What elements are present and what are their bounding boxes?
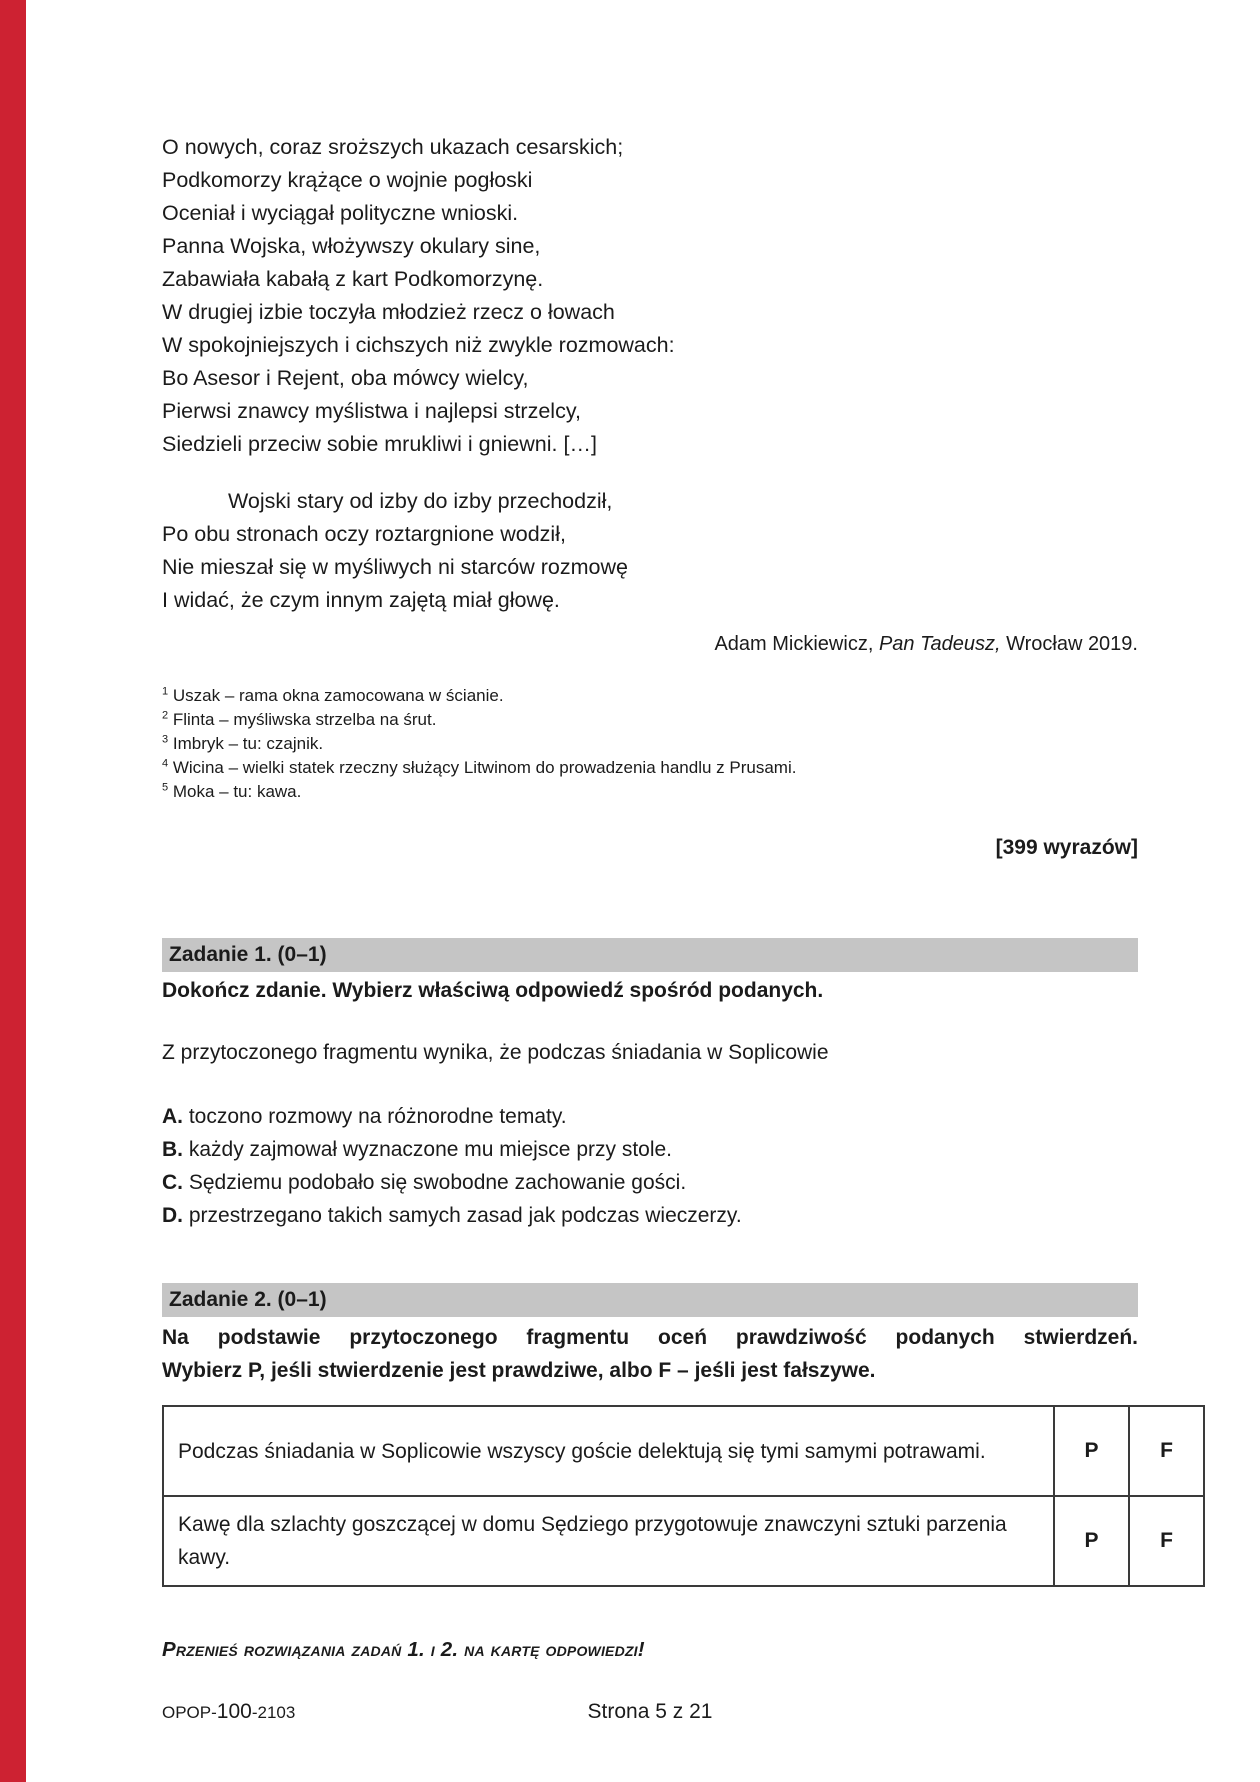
task-2-instruction-line-2: Wybierz P, jeśli stwierdzenie jest prawdziwe, albo F – jeśli jest fałszywe. — [162, 1359, 876, 1382]
poem-line: O nowych, coraz sroższych ukazach cesarskich; — [162, 135, 624, 159]
answer-option-b[interactable] — [162, 1133, 1138, 1166]
option-text: Sędziemu podobało się swobodne zachowanie gości. — [188, 1171, 687, 1194]
footnote-text: Imbryk – tu: czajnik. — [172, 734, 324, 753]
poem-line: Podkomorzy krążące o wojnie pogłoski — [162, 168, 533, 192]
false-choice-cell[interactable]: F — [1129, 1496, 1204, 1586]
statement-cell: Kawę dla szlachty goszczącej w domu Sędziego przygotowuje znawczyni sztuki parzenia kawy. — [163, 1496, 1054, 1586]
option-text: każdy zajmował wyznaczone mu miejsce przy stole. — [188, 1138, 673, 1161]
poem-line: Zabawiała kabałą z kart Podkomorzynę. — [162, 267, 544, 291]
poem-line: Po obu stronach oczy roztargnione wodził, — [162, 522, 566, 546]
code-middle: 100 — [216, 1700, 252, 1723]
poem-line: W drugiej izbie toczyła młodzież rzecz o łowach — [162, 300, 615, 324]
footnote-marker: 5 — [162, 781, 169, 794]
footnote — [162, 780, 1138, 804]
task-2-instruction-line-1: Na podstawie przytoczonego fragmentu oceń prawdziwość podanych stwierdzeń. — [162, 1326, 1138, 1349]
footnote-marker: 1 — [162, 685, 169, 698]
footnote-text: Uszak – rama okna zamocowana w ścianie. — [172, 686, 504, 705]
left-edge-red-bar — [0, 0, 26, 1782]
table-row — [163, 1496, 1204, 1586]
attribution-author: Adam Mickiewicz, — [714, 633, 879, 655]
poem-stanza-2 — [162, 485, 1138, 617]
poem-stanza-1 — [162, 131, 1138, 461]
option-letter: A. — [162, 1105, 183, 1128]
poem-line: Wojski stary od izby do izby przechodził, — [228, 489, 613, 513]
page-content — [162, 0, 1173, 1782]
answer-option-a[interactable] — [162, 1100, 1138, 1133]
footnote — [162, 732, 1138, 756]
true-choice-cell[interactable]: P — [1054, 1406, 1129, 1496]
poem-line: Bo Asesor i Rejent, oba mówcy wielcy, — [162, 366, 529, 390]
poem-line: Siedzieli przeciw sobie mrukliwi i gniewni. […] — [162, 432, 597, 456]
option-text: przestrzegano takich samych zasad jak podczas wieczerzy. — [188, 1204, 742, 1227]
task-2-header: Zadanie 2. (0–1) — [162, 1283, 1138, 1317]
code-prefix: OPOP- — [162, 1703, 217, 1722]
attribution-title: Pan Tadeusz, — [878, 633, 1001, 655]
poem-line: W spokojniejszych i cichszych niż zwykle rozmowach: — [162, 333, 675, 357]
page-footer — [162, 1700, 1138, 1730]
footnote — [162, 708, 1138, 732]
statement-cell: Podczas śniadania w Soplicowie wszyscy goście delektują się tymi samymi potrawami. — [163, 1406, 1054, 1496]
attribution-place-year: Wrocław 2019. — [1000, 633, 1138, 655]
poem-line: Pierwsi znawcy myślistwa i najlepsi strzelcy, — [162, 399, 581, 423]
footnote-text: Moka – tu: kawa. — [172, 782, 302, 801]
footnote-marker: 2 — [162, 709, 169, 722]
option-letter: D. — [162, 1204, 183, 1227]
task-1-instruction: Dokończ zdanie. Wybierz właściwą odpowiedź spośród podanych. — [162, 979, 824, 1002]
true-false-table — [162, 1405, 1173, 1587]
task-1-options — [162, 1100, 1138, 1232]
task-2-instruction — [162, 1321, 1138, 1387]
false-choice-cell[interactable]: F — [1129, 1406, 1204, 1496]
task-1-header: Zadanie 1. (0–1) — [162, 938, 1138, 972]
footnote-text: Wicina – wielki statek rzeczny służący Litwinom do prowadzenia handlu z Prusami. — [172, 758, 797, 777]
footnote — [162, 684, 1138, 708]
footnote-marker: 4 — [162, 757, 169, 770]
code-suffix: -2103 — [251, 1703, 296, 1722]
option-letter: C. — [162, 1171, 183, 1194]
table-row — [163, 1406, 1204, 1496]
task-1-stem: Z przytoczonego fragmentu wynika, że podczas śniadania w Soplicowie — [162, 1041, 829, 1064]
poem-line: Nie mieszał się w myśliwych ni starców rozmowę — [162, 555, 628, 579]
page-number: Strona 5 z 21 — [587, 1700, 713, 1723]
poem-line: Oceniał i wyciągał polityczne wnioski. — [162, 201, 519, 225]
transfer-answers-note: Przenieś rozwiązania zadań 1. i 2. na kartę odpowiedzi! — [162, 1638, 645, 1661]
poem-line: Panna Wojska, włożywszy okulary sine, — [162, 234, 541, 258]
true-choice-cell[interactable]: P — [1054, 1496, 1129, 1586]
answer-option-d[interactable] — [162, 1199, 1138, 1232]
source-attribution — [162, 633, 1138, 656]
option-text: toczono rozmowy na różnorodne tematy. — [188, 1105, 567, 1128]
poem-line: I widać, że czym innym zajętą miał głowę. — [162, 588, 560, 612]
footnotes — [162, 684, 1138, 804]
footnote-text: Flinta – myśliwska strzelba na śrut. — [172, 710, 437, 729]
word-count: [399 wyrazów] — [995, 836, 1138, 859]
option-letter: B. — [162, 1138, 183, 1161]
footnote-marker: 3 — [162, 733, 169, 746]
answer-option-c[interactable] — [162, 1166, 1138, 1199]
footnote — [162, 756, 1138, 780]
